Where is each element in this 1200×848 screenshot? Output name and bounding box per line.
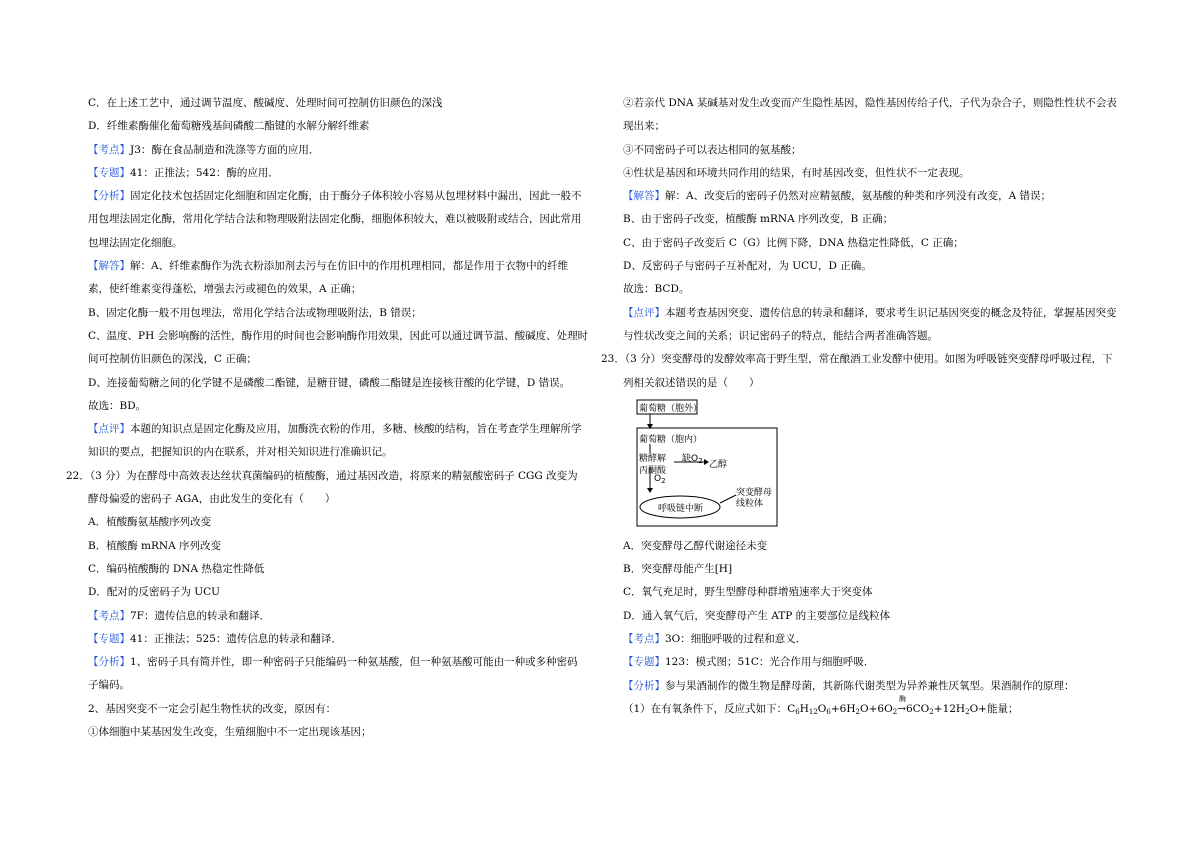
fenxi-line: 包埋法固定化细胞。 — [88, 236, 183, 249]
reason-4: ④性状是基因和环境共同作用的结果，有时基因改变，但性状不一定表现。 — [623, 166, 970, 179]
q23-option-d: D．通入氧气后，突变酵母产生 ATP 的主要部位是线粒体 — [623, 609, 891, 622]
equation-prefix: （1）在有氧条件下，反应式如下： — [623, 702, 788, 715]
option-d: D．纤维素酶催化葡萄糖残基间磷酸二酯键的水解分解纤维素 — [88, 120, 370, 133]
pointer-line — [720, 495, 736, 503]
enzyme-arrow: 酶 → — [897, 698, 906, 721]
label-ethanol: 乙醇 — [709, 459, 728, 470]
label-no-oxygen: 缺$O_2$ — [682, 453, 703, 465]
q23-kaodian — [623, 628, 1133, 651]
q22-option-b: B．植酸酶 mRNA 序列改变 — [88, 539, 222, 552]
jieda-tag: 【解答】 — [88, 260, 130, 273]
q22-dianping — [623, 302, 1133, 325]
enzyme-label: 酶 — [899, 694, 907, 703]
label-chain-broken: 呼吸链中断 — [658, 503, 704, 514]
dianping-tag: 【点评】 — [623, 306, 665, 319]
q22-fenxi-text: 1、密码子具有简并性，即一种密码子只能编码一种氨基酸，但一种氨基酸可能由一种或多种密码 — [130, 656, 578, 669]
q23-zhuanti — [623, 651, 1133, 674]
left-column — [66, 92, 598, 744]
jieda-line: D、连接葡萄糖之间的化学键不是磷酸二酯键，是糖苷键，磷酸二酯键是连接核苷酸的化学键，D 错误。 — [88, 376, 571, 389]
equation-tail: +能量； — [978, 702, 1019, 715]
label-glucose-inside: 葡萄糖（胞内） — [639, 434, 703, 445]
arrow-head — [647, 488, 653, 493]
jieda-line: B、固定化酶一般不用包埋法，常用化学结合法或物理吸附法，B 错误； — [88, 306, 422, 319]
kaodian-tag: 【考点】 — [88, 609, 130, 622]
q22-option-d: D．配对的反密码子为 UCU — [88, 586, 220, 599]
zhuanti-tag: 【专题】 — [88, 632, 130, 645]
fenxi-tag: 【分析】 — [88, 656, 130, 669]
label-glycolysis: 糖酵解 — [639, 453, 667, 464]
q23-option-c: C．氧气充足时，野生型酵母种群增殖速率大于突变体 — [623, 586, 873, 599]
fenxi-tag: 【分析】 — [623, 679, 665, 692]
q22-jieda — [623, 185, 1133, 208]
question-22: 22．（3 分）为在酵母中高效表达丝状真菌编码的植酸酶，通过基因改造，将原来的精氨酸密码子 CGG 改变为 — [66, 469, 578, 482]
label-pyruvate: 丙酮酸 — [639, 465, 667, 476]
q22-fenxi-line: ①体细胞中某基因发生改变，生殖细胞中不一定出现该基因； — [88, 726, 372, 739]
jieda-line: 间可控制仿旧颜色的深浅，C 正确； — [88, 353, 257, 366]
q22-kaodian — [88, 605, 598, 628]
reason-2-cont: 现出来； — [623, 120, 665, 133]
q23-option-a: A．突变酵母乙醇代谢途径未变 — [623, 539, 768, 552]
jieda-text: 解：A、纤维素酶作为洗衣粉添加剂去污与在仿旧中的作用机理相同，都是作用于衣物中的纤维 — [130, 260, 569, 273]
dianping-line: 知识的要点，把握知识的内在联系，并对相关知识进行准确识记。 — [88, 446, 393, 459]
q22-option-a: A．植酸酶氨基酸序列改变 — [88, 516, 212, 529]
fenxi-tag: 【分析】 — [88, 190, 130, 203]
label-mutant-yeast: 突变酵母 — [736, 487, 773, 498]
zhuanti-tag: 【专题】 — [623, 656, 665, 669]
dianping-tag: 【点评】 — [88, 423, 130, 436]
q22-fenxi-line: 2、基因突变不一定会引起生物性状的改变，原因有： — [88, 702, 337, 715]
q22-fenxi-line: 子编码。 — [88, 679, 130, 692]
q22-zhuanti-text: 41：正推法；525：遗传信息的转录和翻译． — [130, 632, 342, 645]
equation-reactants: $C_6H_{12}O_6+6H_2O+6O_2$ — [787, 702, 898, 716]
kaodian-text: J3：酶在食品制造和洗涤等方面的应用． — [130, 143, 320, 156]
respiration-diagram — [636, 399, 786, 529]
label-oxygen: $O_2$ — [654, 473, 666, 485]
equation-products: $6CO_2+12H_2O$ — [905, 702, 979, 716]
q22-fenxi — [88, 651, 598, 674]
q22-jieda-line: B、由于密码子改变，植酸酶 mRNA 序列改变，B 正确； — [623, 213, 894, 226]
jieda-tag: 【解答】 — [623, 190, 665, 203]
q23-fenxi-text: 参与果酒制作的微生物是酵母菌，其新陈代谢类型为异养兼性厌氧型。果酒制作的原理： — [665, 679, 1075, 692]
question-23-line: 列相关叙述错误的是（ ） — [623, 376, 760, 389]
question-23: 23．（3 分）突变酵母的发酵效率高于野生型，常在酿酒工业发酵中使用。如图为呼吸链突变酵母呼吸过程，下 — [601, 353, 1113, 366]
reason-3: ③不同密码子可以表达相同的氨基酸； — [623, 143, 802, 156]
q22-dianping-text: 本题考查基因突变、遗传信息的转录和翻译，要求考生识记基因突变的概念及特征，掌握基因突变 — [665, 306, 1117, 319]
question-22-line: 酵母偏爱的密码子 AGA，由此发生的变化有（ ） — [88, 493, 336, 506]
dianping-text: 本题的知识点是固定化酶及应用，加酶洗衣粉的作用，多糖、核酸的结构，旨在考查学生理解所学 — [130, 423, 582, 436]
right-column — [601, 92, 1133, 721]
q22-kaodian-text: 7F：遗传信息的转录和翻译． — [130, 609, 270, 622]
q22-answer: 故选：BCD。 — [623, 283, 690, 296]
q22-dianping-line: 与性状改变之间的关系；识记密码子的特点，能结合两者准确答题。 — [623, 329, 938, 342]
fenxi-line: 用包埋法固定化酶，常用化学结合法和物理吸附法固定化酶，细胞体积较大，难以被吸附或结合，因此常用 — [88, 213, 582, 226]
jieda-line: C、温度、PH 会影响酶的活性，酶作用的时间也会影响酶作用效果，因此可以通过调节温、酸碱度、处理时 — [88, 329, 589, 342]
jieda — [88, 255, 598, 278]
q22-jieda-text: 解：A、改变后的密码子仍然对应精氨酸，氨基酸的种类和序列没有改变，A 错误； — [665, 190, 1052, 203]
q22-zhuanti — [88, 628, 598, 651]
q23-option-b: B．突变酵母能产生[H] — [623, 563, 733, 576]
q23-kaodian-text: 3O：细胞呼吸的过程和意义． — [665, 633, 807, 646]
fenxi — [88, 185, 598, 208]
q22-jieda-line: C、由于密码子改变后 C（G）比例下降，DNA 热稳定性降低，C 正确； — [623, 236, 964, 249]
zhuanti-text: 41：正推法；542：酶的应用． — [130, 166, 279, 179]
kaodian-tag: 【考点】 — [88, 143, 130, 156]
equation-line — [623, 694, 1133, 721]
dianping — [88, 418, 598, 441]
zhuanti-tag: 【专题】 — [88, 166, 130, 179]
answer: 故选：BD。 — [88, 399, 147, 412]
zhuanti — [88, 162, 598, 185]
kaodian-tag: 【考点】 — [623, 633, 665, 646]
fenxi-text: 固定化技术包括固定化细胞和固定化酶，由于酶分子体积较小容易从包埋材料中漏出，因此一般不 — [130, 190, 582, 203]
q23-fenxi — [623, 675, 1133, 698]
label-glucose-outside: 葡萄糖（胞外） — [639, 403, 703, 414]
jieda-line: 素，使纤维素变得蓬松，增强去污或褪色的效果，A 正确； — [88, 283, 362, 296]
q22-jieda-line: D、反密码子与密码子互补配对，为 UCU，D 正确。 — [623, 260, 872, 273]
reason-2: ②若亲代 DNA 某碱基对发生改变而产生隐性基因，隐性基因传给子代，子代为杂合子，则隐性性状不会表 — [623, 97, 1117, 109]
q22-option-c: C．编码植酸酶的 DNA 热稳定性降低 — [88, 562, 265, 575]
q23-zhuanti-text: 123：模式图；51C：光合作用与细胞呼吸． — [665, 656, 875, 669]
kaodian — [88, 139, 598, 162]
option-c: C．在上述工艺中，通过调节温度、酸碱度、处理时间可控制仿旧颜色的深浅 — [88, 97, 443, 109]
label-mitochondrion: 线粒体 — [736, 498, 764, 509]
